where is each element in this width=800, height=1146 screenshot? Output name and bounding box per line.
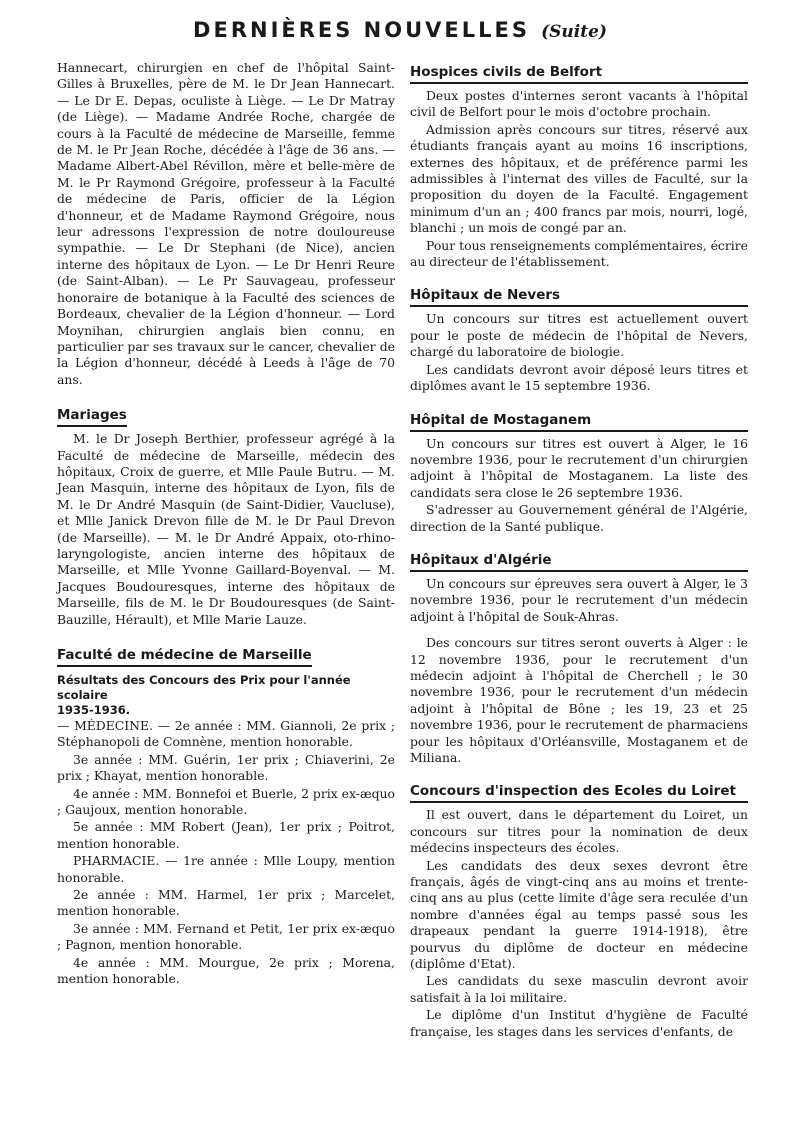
necrology-paragraph: Hannecart, chirurgien en chef de l'hôpital Saint-Gilles à Bruxelles, père de M. le Dr Jean Hannecart. — Le Dr E. Depas, oculiste à Liège. — Le Dr Matray (de Liège). — Madame Andrée Roche, chargée de cours à la Faculté de médecine de Marseille, femme de M. le Pr Jean Roche, décédée à l'âge de 36 ans. — Madame Albert-Abel Révillon, mère et belle-mère de M. le Pr Raymond Grégoire, professeur à la Faculté de médecine de Paris, officier de la Légion d'honneur, et de Madame Raymond Grégoire, nous leur adressons l'expression de notre douloureuse sympathie. — Le Dr Stephani (de Nice), ancien interne des hôpitaux de Lyon. — Le Dr Henri Reure (de Saint-Alban). — Le Pr Sauvageau, professeur honoraire de botanique à la Faculté des sciences de Bordeaux, chevalier de la Légion d'honneur. — Lord Moynihan, chirurgien anglais bien connu, en particulier par ses travaux sur le cancer, chevalier de la Légion d'honneur, décédé à Leeds à l'âge de 70 ans.: [57, 60, 395, 387]
concours-results-title: Résultats des Concours des Prix pour l'année scolaire: [57, 673, 351, 702]
prize-line: 4e année : MM. Bonnefoi et Buerle, 2 prix ex-æquo ; Gaujoux, mention honorable.: [57, 785, 395, 818]
loiret-paragraph: Les candidats du sexe masculin devront avoir satisfait à la loi militaire.: [410, 973, 748, 1005]
loiret-paragraph: Il est ouvert, dans le département du Loiret, un concours sur titres pour la nomination de deux médecins inspecteurs des écoles.: [410, 807, 748, 856]
mostaganem-paragraph: Un concours sur titres est ouvert à Alger, le 16 novembre 1936, pour le recrutement d'un chirurgien adjoint à l'hôpital de Mostaganem. La liste des candidats sera close le 26 septembre 1936.: [410, 435, 748, 500]
section-heading-loiret: Concours d'inspection des Ecoles du Loiret: [410, 783, 748, 803]
prize-line: 4e année : MM. Mourgue, 2e prix ; Morena, mention honorable.: [57, 954, 395, 987]
mariages-paragraph: M. le Dr Joseph Berthier, professeur agrégé à la Faculté de médecine de Marseille, médecin des hôpitaux, Croix de guerre, et Mlle Paule Butru. — M. Jean Masquin, interne des hôpitaux de Lyon, fils de M. le Dr André Masquin (de Saint-Didier, Vaucluse), et Mlle Janick Drevon fille de M. le Dr Paul Drevon (de Marseille). — M. le Dr André Appaix, oto-rhino-laryngologiste, ancien interne des hôpitaux de Marseille, et Mlle Yvonne Gaillard-Boyenval. — M. Jacques Boudouresques, interne des hôpitaux de Marseille, fils de M. le Dr Boudouresques (de Saint-Bauzille, Hérault), et Mlle Marie Lauze.: [57, 431, 395, 627]
prize-line: 3e année : MM. Guérin, 1er prix ; Chiaverini, 2e prix ; Khayat, mention honorable.: [57, 751, 395, 784]
algerie-paragraph: Un concours sur épreuves sera ouvert à Alger, le 3 novembre 1936, pour le recrutement d'un médecin adjoint à l'hôpital de Souk-Ahras.: [410, 575, 748, 624]
section-heading-nevers: Hôpitaux de Nevers: [410, 287, 748, 307]
algerie-paragraph: Des concours sur titres seront ouverts à Alger : le 12 novembre 1936, pour le recrutement d'un médecin adjoint à l'hôpital de Cherchell ; le 30 novembre 1936, pour le recrutement d'un médecin adjoint à l'hôpital de Bône ; les 19, 23 et 25 novembre 1936, pour le recrutement de pharmaciens pour les hôpitaux d'Orléansville, Mostaganem et de Miliana.: [410, 635, 748, 765]
section-heading-faculte-marseille: Faculté de médecine de Marseille: [57, 647, 312, 667]
concours-results-year: 1935-1936.: [57, 703, 131, 717]
belfort-paragraph: Pour tous renseignements complémentaires, écrire au directeur de l'établissement.: [410, 237, 748, 270]
right-column: [410, 60, 748, 1041]
section-heading-mariages: Mariages: [57, 407, 127, 427]
prize-line: 3e année : MM. Fernand et Petit, 1er prix ex-æquo ; Pagnon, mention honorable.: [57, 920, 395, 953]
belfort-paragraph: Deux postes d'internes seront vacants à l'hôpital civil de Belfort pour le mois d'octobre prochain.: [410, 88, 748, 120]
prize-line: 2e année : MM. Harmel, 1er prix ; Marcelet, mention honorable.: [57, 887, 395, 919]
mostaganem-paragraph: S'adresser au Gouvernement général de l'Algérie, direction de la Santé publique.: [410, 502, 748, 534]
nevers-paragraph: Un concours sur titres est actuellement ouvert pour le poste de médecin de l'hôpital de Nevers, chargé du laboratoire de biologie.: [410, 311, 748, 360]
page-title-suite: (Suite): [541, 22, 607, 42]
belfort-paragraph: Admission après concours sur titres, réservé aux étudiants français ayant au moins 16 inscriptions, externes des hôpitaux, et de préférence parmi les admissibles à l'internat des villes de Faculté, sur la proposition du doyen de la Faculté. Engagement minimum d'un an ; 400 francs par mois, nourri, logé, blanchi ; un mois de congé par an.: [410, 121, 748, 236]
section-heading-belfort: Hospices civils de Belfort: [410, 64, 748, 84]
section-heading-algerie: Hôpitaux d'Algérie: [410, 552, 748, 572]
prize-line: 5e année : MM Robert (Jean), 1er prix ; Poitrot, mention honorable.: [57, 819, 395, 851]
section-heading-mostaganem: Hôpital de Mostaganem: [410, 412, 748, 432]
prize-line: — MÉDECINE. — 2e année : MM. Giannoli, 2e prix ; Stéphanopoli de Comnène, mention honorable.: [57, 718, 395, 750]
left-column: [57, 60, 395, 989]
prize-line: PHARMACIE. — 1re année : Mlle Loupy, mention honorable.: [57, 853, 395, 885]
concours-results-subheading: [57, 673, 395, 718]
loiret-paragraph: Les candidats des deux sexes devront être français, âgés de vingt-cinq ans au moins et trente-cinq ans au plus (cette limite d'âge sera reculée d'un nombre d'années égal au temps passé sous les drapeaux pendant la guerre 1914-1918), être pourvus du diplôme de docteur en médecine (diplôme d'Etat).: [410, 857, 748, 972]
page-header: [0, 18, 800, 42]
loiret-paragraph: Le diplôme d'un Institut d'hygiène de Faculté française, les stages dans les services d'enfants, de: [410, 1007, 748, 1039]
page-title: DERNIÈRES NOUVELLES: [193, 18, 530, 42]
nevers-paragraph: Les candidats devront avoir déposé leurs titres et diplômes avant le 15 septembre 1936.: [410, 361, 748, 394]
